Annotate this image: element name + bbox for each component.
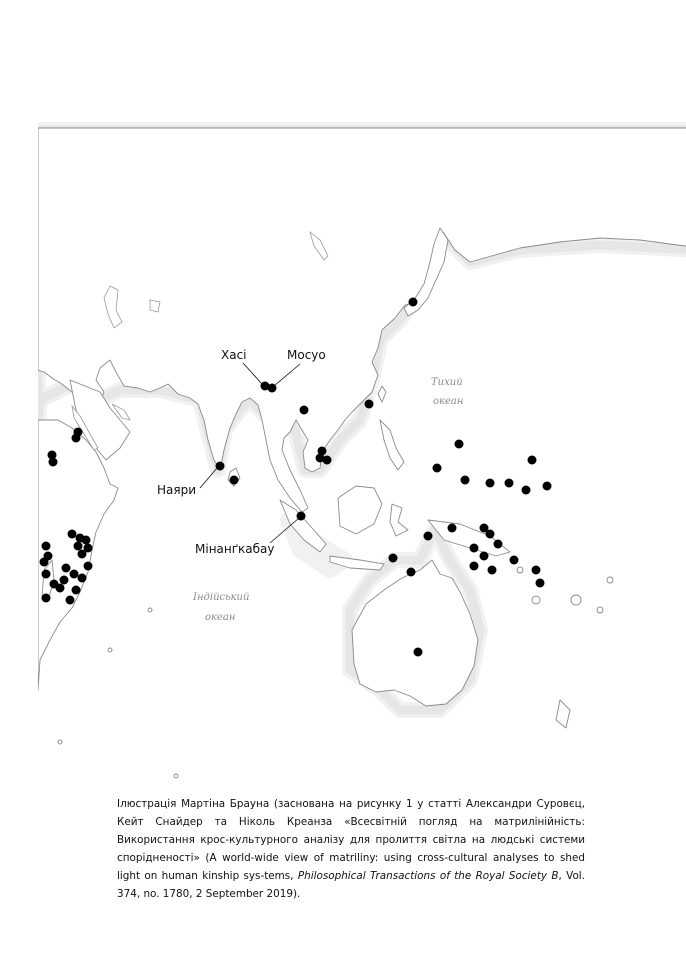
- marker: [365, 400, 374, 409]
- marker: [433, 464, 442, 473]
- marker: [536, 579, 545, 588]
- marker: [455, 440, 464, 449]
- taiwan: [378, 386, 386, 402]
- pacific-islands: [58, 567, 613, 778]
- marker: [42, 570, 51, 579]
- marker: [74, 542, 83, 551]
- marker: [62, 564, 71, 573]
- marker: [409, 298, 418, 307]
- marker-minangkabau: [297, 512, 306, 521]
- marker: [543, 482, 552, 491]
- marker: [42, 594, 51, 603]
- marker: [480, 552, 489, 561]
- marker: [78, 574, 87, 583]
- indian-ocean-label-1: Індійський: [193, 592, 250, 603]
- marker: [40, 558, 49, 567]
- marker: [510, 556, 519, 565]
- caption-journal: Philosophical Transactions of the Royal Society B: [297, 870, 559, 882]
- marker: [486, 530, 495, 539]
- marker: [84, 562, 93, 571]
- eurasia-landmass: [38, 128, 686, 512]
- marker: [82, 536, 91, 545]
- marker: [414, 648, 423, 657]
- marker: [60, 576, 69, 585]
- marker-nayar: [216, 462, 225, 471]
- marker: [389, 554, 398, 563]
- borneo: [338, 486, 382, 534]
- caption-text: Ілюстрація Мартіна Брауна (заснована на рисунку 1 у статті Александри Суровєц, Кейт Снайдер та Ніколь Креанза «Всесвітній погляд на матрилінійність: Використання крос-культурного аналізу для пролиття світла на людські системи спорідненості» (A world-wide view of matriliny: using cross-cultural analyses to shed light on human kinship sys-tems,: [117, 798, 585, 882]
- figure-caption: [117, 795, 585, 903]
- marker: [230, 476, 239, 485]
- marker: [448, 524, 457, 533]
- sulawesi: [390, 504, 408, 536]
- leader-nayar: [200, 468, 217, 488]
- marker: [470, 562, 479, 571]
- label-nayar: Наяри: [157, 483, 197, 497]
- marker: [56, 584, 65, 593]
- marker: [316, 454, 325, 463]
- marker: [470, 544, 479, 553]
- label-khasi: Хасі: [221, 348, 247, 362]
- aral-sea: [150, 300, 160, 312]
- marker: [407, 568, 416, 577]
- pacific-ocean-label-2: океан: [433, 396, 464, 407]
- marker: [522, 486, 531, 495]
- marker: [424, 532, 433, 541]
- philippines: [380, 420, 404, 470]
- marker: [72, 434, 81, 443]
- marker: [488, 566, 497, 575]
- marker: [68, 530, 77, 539]
- marker: [532, 566, 541, 575]
- marker: [72, 586, 81, 595]
- new-zealand: [556, 700, 570, 728]
- marker: [505, 479, 514, 488]
- marker: [486, 479, 495, 488]
- marker-mosuo: [268, 384, 277, 393]
- marker: [494, 540, 503, 549]
- marker: [70, 570, 79, 579]
- marker: [49, 458, 58, 467]
- marker: [300, 406, 309, 415]
- marker: [42, 542, 51, 551]
- label-minangkabau: Мінанґкабау: [195, 542, 275, 556]
- marker: [78, 550, 87, 559]
- pacific-ocean-label-1: Тихий: [431, 377, 463, 388]
- marker: [66, 596, 75, 605]
- marker: [461, 476, 470, 485]
- caption-citation: , Vol. 374, no. 1780, 2 September 2019).: [117, 870, 585, 900]
- marker: [528, 456, 537, 465]
- indian-ocean-label-2: океан: [205, 612, 236, 623]
- label-mosuo: Мосуо: [287, 348, 326, 362]
